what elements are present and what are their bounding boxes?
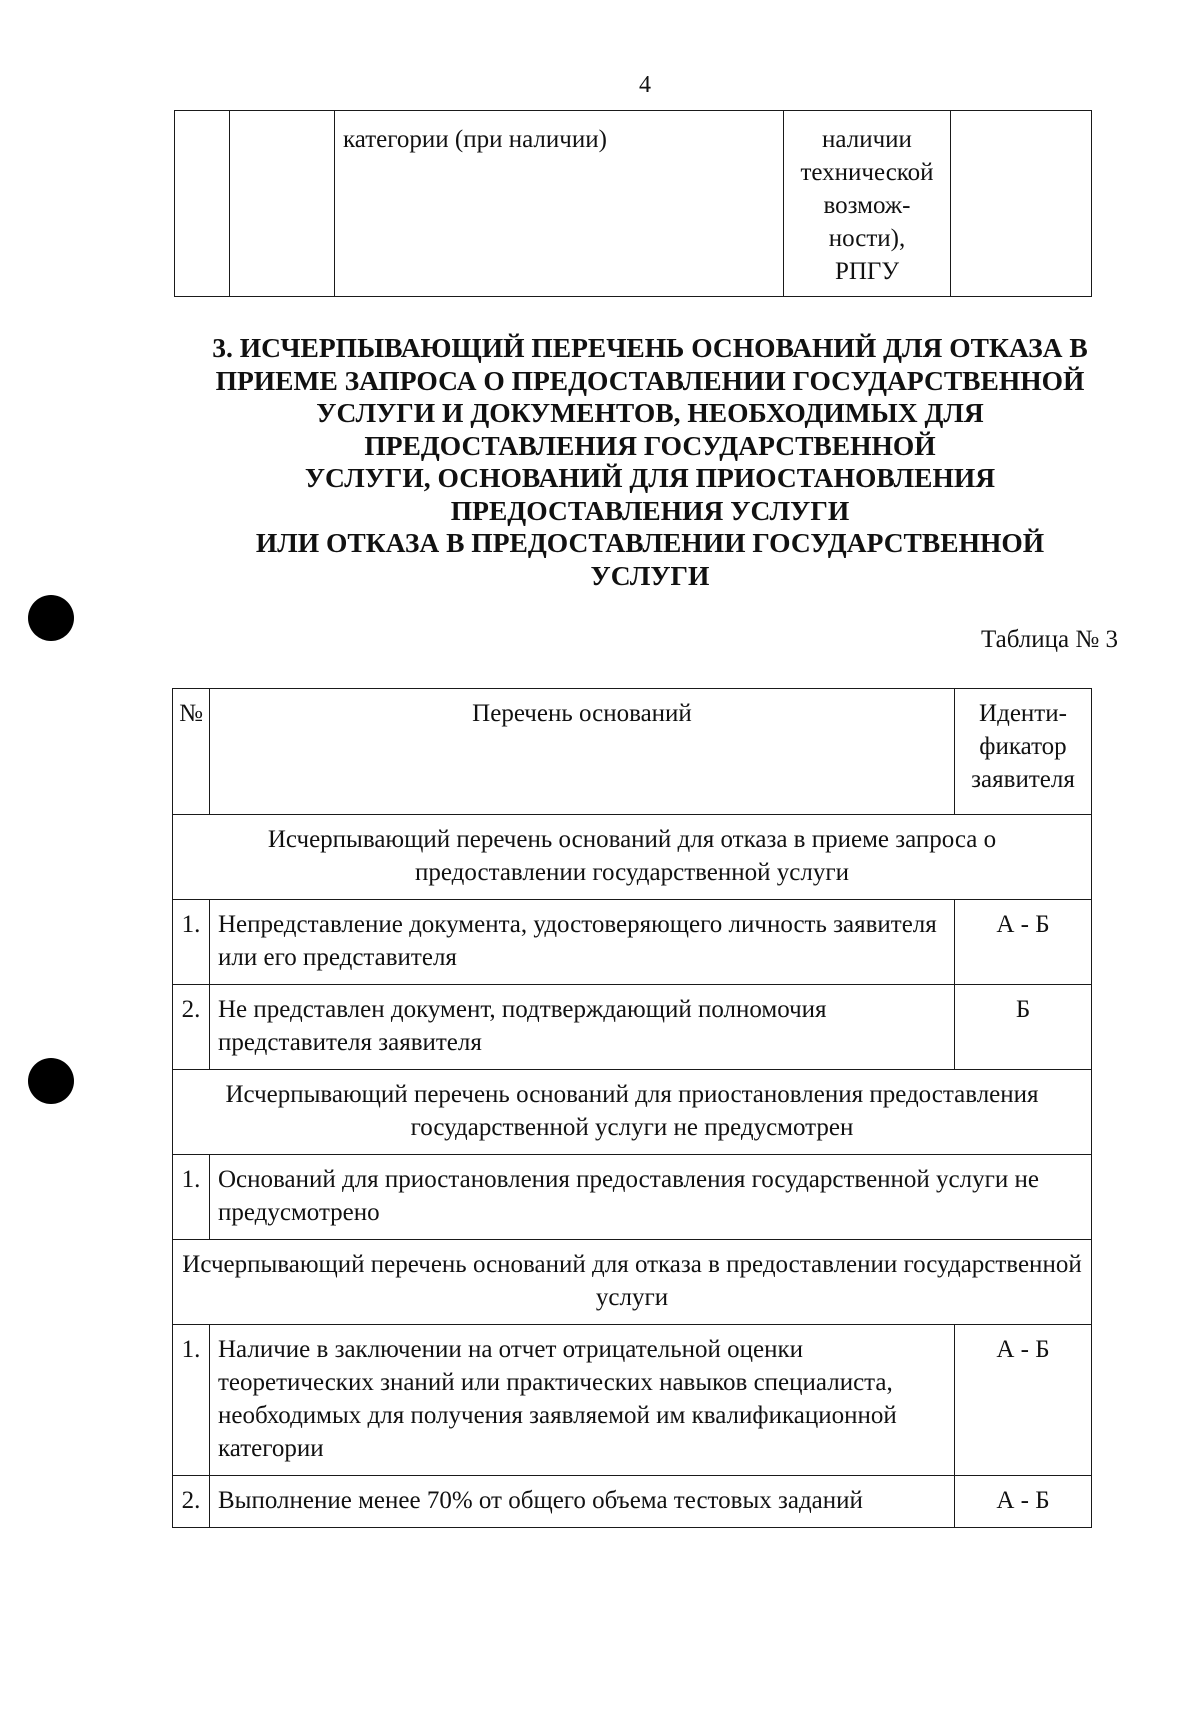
row-text: Выполнение менее 70% от общего объема тестовых заданий [210,1476,955,1528]
header-identifier-line: фикатор [979,733,1067,760]
table-row [173,1155,1092,1240]
table-header-row [173,689,1092,815]
cont-cell-channel [784,111,951,297]
cont-line: ности), [828,225,906,252]
section-title-line: УСЛУГИ, ОСНОВАНИЙ ДЛЯ ПРИОСТАНОВЛЕНИЯ [304,462,996,493]
section-title-line: 3. ИСЧЕРПЫВАЮЩИЙ ПЕРЕЧЕНЬ ОСНОВАНИЙ ДЛЯ ОТКАЗА В [212,332,1088,363]
cont-cell-2 [230,111,335,297]
section-title-line: ПРЕДОСТАВЛЕНИЯ УСЛУГИ [450,494,850,526]
row-text: Не представлен документ, подтверждающий полномочия представителя заявителя [210,985,955,1070]
page-number: 4 [639,72,651,98]
section-row [173,815,1092,900]
header-reasons: Перечень оснований [210,689,955,815]
binder-hole-mark [28,1058,74,1104]
section-title-cell: Исчерпывающий перечень оснований для отказа в предоставлении государственной услуги [173,1240,1092,1325]
row-number: 1. [173,1155,210,1240]
row-identifier: А - Б [955,1476,1092,1528]
cont-line: возмож- [823,192,911,219]
row-text: Наличие в заключении на отчет отрицательной оценки теоретических знаний или практических навыков специалиста, необходимых для получения заявляемой им квалификационной категории [210,1325,955,1476]
section-title-line: УСЛУГИ И ДОКУМЕНТОВ, НЕОБХОДИМЫХ ДЛЯ [316,397,984,428]
row-text: Непредставление документа, удостоверяющего личность заявителя или его представителя [210,900,955,985]
section-title-line: ПРЕДОСТАВЛЕНИЯ ГОСУДАРСТВЕННОЙ [364,429,936,461]
cont-line: наличии [822,126,912,153]
row-number: 2. [173,1476,210,1528]
row-number: 1. [173,900,210,985]
row-identifier: А - Б [955,900,1092,985]
table-row [173,1476,1092,1528]
section-title-line: ИЛИ ОТКАЗА В ПРЕДОСТАВЛЕНИИ ГОСУДАРСТВЕННОЙ [255,527,1045,558]
header-identifier [955,689,1092,815]
row-number: 2. [173,985,210,1070]
table-row [173,985,1092,1070]
row-number: 1. [173,1325,210,1476]
cont-cell-1 [175,111,230,297]
section-title-cell: Исчерпывающий перечень оснований для приостановления предоставления государственной услуги не предусмотрен [173,1070,1092,1155]
table-row [173,900,1092,985]
section-row [173,1240,1092,1325]
header-identifier-line: заявителя [971,766,1075,793]
cont-line: технической [800,159,934,186]
section-title-line: ПРИЕМЕ ЗАПРОСА О ПРЕДОСТАВЛЕНИИ ГОСУДАРСТВЕННОЙ [215,364,1085,396]
section-title [150,332,1150,592]
cont-cell-5 [951,111,1092,297]
reasons-table [172,688,1092,1528]
cont-cell-category: категории (при наличии) [335,111,784,297]
binder-hole-mark [28,595,74,641]
continuation-row [175,111,1092,297]
row-text: Оснований для приостановления предоставления государственной услуги не предусмотрено [210,1155,1092,1240]
continuation-table [174,110,1092,297]
row-identifier: А - Б [955,1325,1092,1476]
row-identifier: Б [955,985,1092,1070]
table-row [173,1325,1092,1476]
header-identifier-line: Иденти- [979,700,1067,727]
cont-line: РПГУ [834,258,900,285]
table-label: Таблица № 3 [980,626,1118,653]
section-title-cell: Исчерпывающий перечень оснований для отказа в приеме запроса о предоставлении государственной услуги [173,815,1092,900]
section-row [173,1070,1092,1155]
header-number: № [173,689,210,815]
section-title-line: УСЛУГИ [590,559,710,591]
